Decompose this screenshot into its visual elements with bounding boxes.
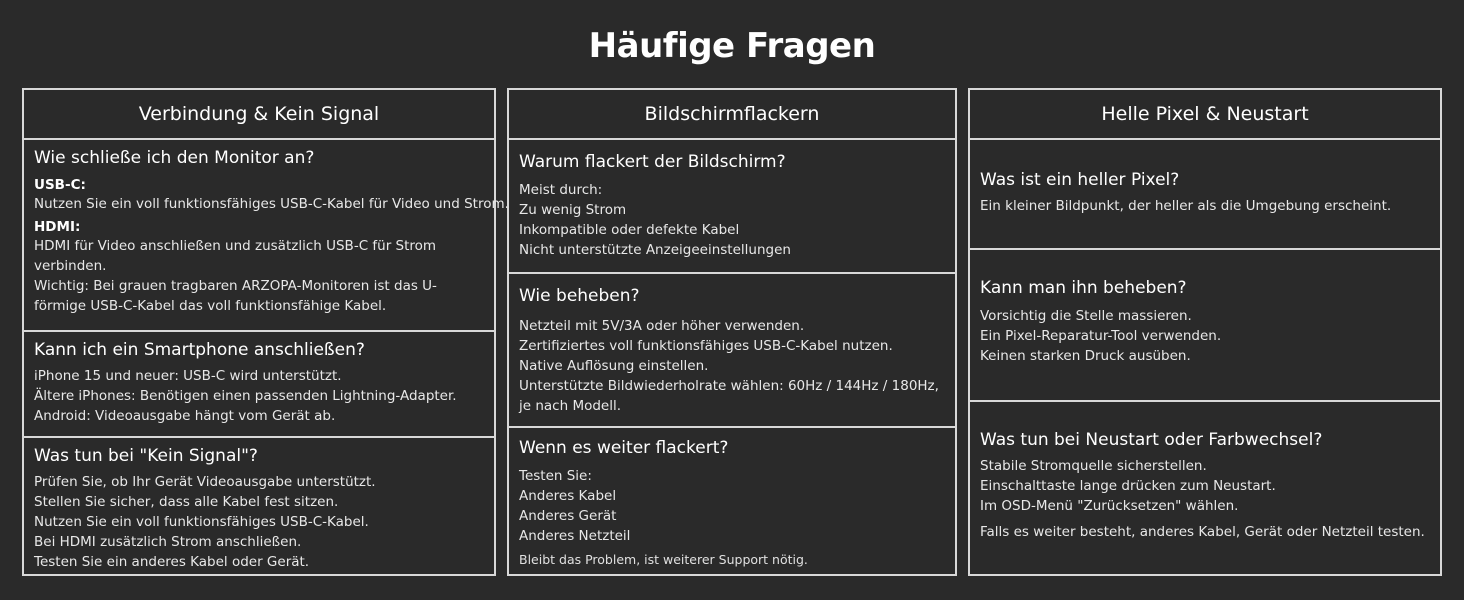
faq-answer-line: Testen Sie: xyxy=(519,468,592,484)
faq-answer-line: Nutzen Sie ein voll funktionsfähiges USB-C-Kabel für Video und Strom. xyxy=(34,196,509,212)
faq-question: Wie beheben? xyxy=(519,286,640,306)
faq-question: Was tun bei "Kein Signal"? xyxy=(34,446,258,466)
faq-column-connection xyxy=(22,88,509,576)
faq-answer-line: HDMI für Video anschließen und zusätzlich USB-C für Strom xyxy=(34,238,437,254)
faq-answer-line: Inkompatible oder defekte Kabel xyxy=(519,222,740,238)
faq-question: Was ist ein heller Pixel? xyxy=(980,170,1180,190)
faq-column-pixels xyxy=(968,88,1442,576)
faq-answer-line: Bei HDMI zusätzlich Strom anschließen. xyxy=(34,534,302,550)
faq-item xyxy=(24,330,494,436)
faq-column-flicker xyxy=(507,88,957,576)
usbc-label: USB-C: xyxy=(34,177,86,193)
faq-item xyxy=(509,426,955,574)
faq-answer-line: Zu wenig Strom xyxy=(519,202,627,218)
faq-answer-line: Nicht unterstützte Anzeigeeinstellungen xyxy=(519,242,791,258)
faq-answer-line: Ein kleiner Bildpunkt, der heller als die Umgebung erscheint. xyxy=(980,198,1392,214)
faq-item xyxy=(970,400,1440,574)
faq-answer-line: Stellen Sie sicher, dass alle Kabel fest sitzen. xyxy=(34,494,339,510)
faq-answer-line: Anderes Netzteil xyxy=(519,528,631,544)
column-header: Bildschirmflackern xyxy=(509,90,955,140)
faq-question: Kann man ihn beheben? xyxy=(980,278,1187,298)
faq-answer-line: Einschalttaste lange drücken zum Neustart. xyxy=(980,478,1276,494)
faq-answer-line: Meist durch: xyxy=(519,182,603,198)
faq-answer-line: Keinen starken Druck ausüben. xyxy=(980,348,1191,364)
faq-answer-line: Im OSD-Menü "Zurücksetzen" wählen. xyxy=(980,498,1239,514)
faq-answer-line: Android: Videoausgabe hängt vom Gerät ab. xyxy=(34,408,336,424)
faq-answer-line: Falls es weiter besteht, anderes Kabel, Gerät oder Netzteil testen. xyxy=(980,524,1425,540)
faq-answer-line: Prüfen Sie, ob Ihr Gerät Videoausgabe unterstützt. xyxy=(34,474,376,490)
faq-answer-line: Netzteil mit 5V/3A oder höher verwenden. xyxy=(519,318,805,334)
faq-answer-line: Ein Pixel-Reparatur-Tool verwenden. xyxy=(980,328,1222,344)
faq-answer-line: Wichtig: Bei grauen tragbaren ARZOPA-Monitoren ist das U- xyxy=(34,278,437,294)
faq-question: Was tun bei Neustart oder Farbwechsel? xyxy=(980,430,1323,450)
faq-item xyxy=(970,248,1440,400)
faq-answer-line: Anderes Kabel xyxy=(519,488,617,504)
faq-answer-line: förmige USB-C-Kabel das voll funktionsfähige Kabel. xyxy=(34,298,387,314)
faq-answer-line: Zertifiziertes voll funktionsfähiges USB-C-Kabel nutzen. xyxy=(519,338,893,354)
faq-item xyxy=(970,140,1440,248)
faq-answer-line: Anderes Gerät xyxy=(519,508,617,524)
faq-answer-line: je nach Modell. xyxy=(519,398,622,414)
faq-answer-line: Native Auflösung einstellen. xyxy=(519,358,709,374)
faq-question: Kann ich ein Smartphone anschließen? xyxy=(34,340,365,360)
faq-answer-line: Unterstützte Bildwiederholrate wählen: 60Hz / 144Hz / 180Hz, xyxy=(519,378,939,394)
faq-item xyxy=(509,272,955,426)
hdmi-label: HDMI: xyxy=(34,219,81,235)
faq-item xyxy=(24,140,509,330)
page-title: Häufige Fragen xyxy=(588,26,876,66)
column-header: Verbindung & Kein Signal xyxy=(24,90,494,140)
support-note: Bleibt das Problem, ist weiterer Support nötig. xyxy=(519,552,808,567)
faq-answer-line: Vorsichtig die Stelle massieren. xyxy=(980,308,1192,324)
faq-item xyxy=(509,140,955,272)
faq-question: Wenn es weiter flackert? xyxy=(519,438,729,458)
faq-answer-line: Testen Sie ein anderes Kabel oder Gerät. xyxy=(34,554,310,570)
faq-answer-line: iPhone 15 und neuer: USB-C wird unterstützt. xyxy=(34,368,342,384)
faq-question: Wie schließe ich den Monitor an? xyxy=(34,148,315,168)
faq-answer-line: verbinden. xyxy=(34,258,107,274)
faq-item xyxy=(24,436,494,574)
faq-answer-line: Ältere iPhones: Benötigen einen passenden Lightning-Adapter. xyxy=(34,388,457,404)
column-header: Helle Pixel & Neustart xyxy=(970,90,1440,140)
faq-answer-line: Stabile Stromquelle sicherstellen. xyxy=(980,458,1207,474)
faq-answer-line: Nutzen Sie ein voll funktionsfähiges USB-C-Kabel. xyxy=(34,514,369,530)
faq-question: Warum flackert der Bildschirm? xyxy=(519,152,786,172)
